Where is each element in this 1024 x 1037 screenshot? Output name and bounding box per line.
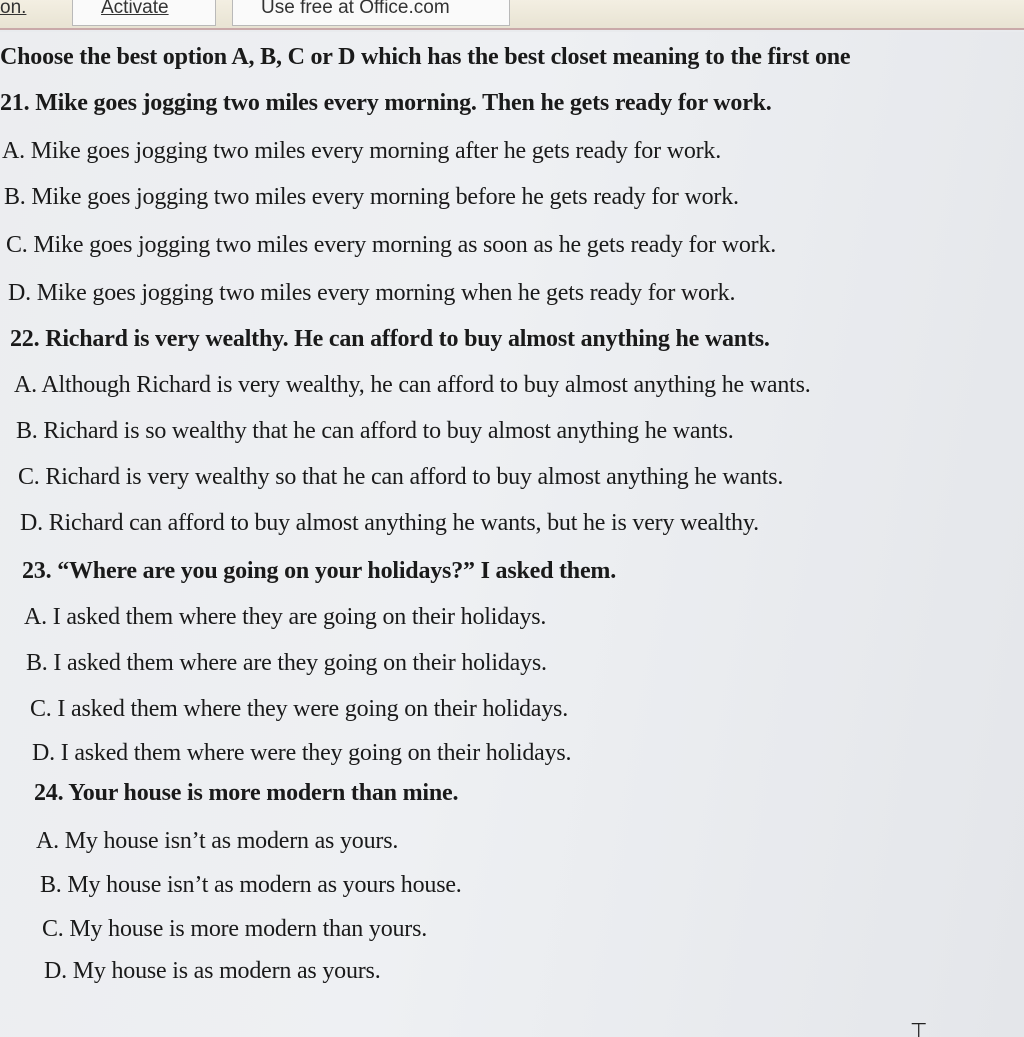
question-22: 22. Richard is very wealthy. He can afford to buy almost anything he wants. [10, 326, 770, 352]
question-21: 21. Mike goes jogging two miles every morning. Then he gets ready for work. [0, 90, 772, 116]
question-24-option-a: A. My house isn’t as modern as yours. [36, 828, 399, 854]
question-24-option-c: C. My house is more modern than yours. [42, 916, 428, 942]
message-bar-text: on. [0, 0, 27, 18]
question-23-option-c: C. I asked them where they were going on their holidays. [30, 696, 568, 722]
document-page[interactable] [0, 32, 1024, 1037]
question-22-option-a: A. Although Richard is very wealthy, he can afford to buy almost anything he wants. [14, 372, 811, 398]
question-22-option-d: D. Richard can afford to buy almost anything he wants, but he is very wealthy. [20, 510, 759, 536]
question-21-option-a: A. Mike goes jogging two miles every morning after he gets ready for work. [2, 138, 722, 164]
question-21-option-d: D. Mike goes jogging two miles every morning when he gets ready for work. [8, 280, 736, 306]
question-23: 23. “Where are you going on your holidays?” I asked them. [22, 558, 617, 584]
question-21-option-c: C. Mike goes jogging two miles every morning as soon as he gets ready for work. [6, 232, 777, 258]
question-24-option-b: B. My house isn’t as modern as yours house. [40, 872, 462, 898]
text-cursor-icon: ⊤ [910, 1020, 928, 1037]
message-bar [0, 0, 1024, 30]
question-22-option-c: C. Richard is very wealthy so that he can afford to buy almost anything he wants. [18, 464, 784, 490]
question-23-option-d: D. I asked them where were they going on their holidays. [32, 740, 572, 766]
question-22-option-b: B. Richard is so wealthy that he can afford to buy almost anything he wants. [16, 418, 734, 444]
activate-button-label: Activate [101, 0, 169, 18]
use-office-online-button[interactable] [232, 0, 510, 26]
question-23-option-a: A. I asked them where they are going on their holidays. [24, 604, 547, 630]
question-21-option-b: B. Mike goes jogging two miles every morning before he gets ready for work. [4, 184, 739, 210]
question-24-option-d: D. My house is as modern as yours. [44, 958, 381, 984]
question-23-option-b: B. I asked them where are they going on their holidays. [26, 650, 547, 676]
instruction-text: Choose the best option A, B, C or D which has the best closet meaning to the first one [0, 44, 851, 70]
question-24: 24. Your house is more modern than mine. [34, 780, 459, 806]
activate-button[interactable] [72, 0, 216, 26]
use-office-online-label: Use free at Office.com [261, 0, 450, 18]
